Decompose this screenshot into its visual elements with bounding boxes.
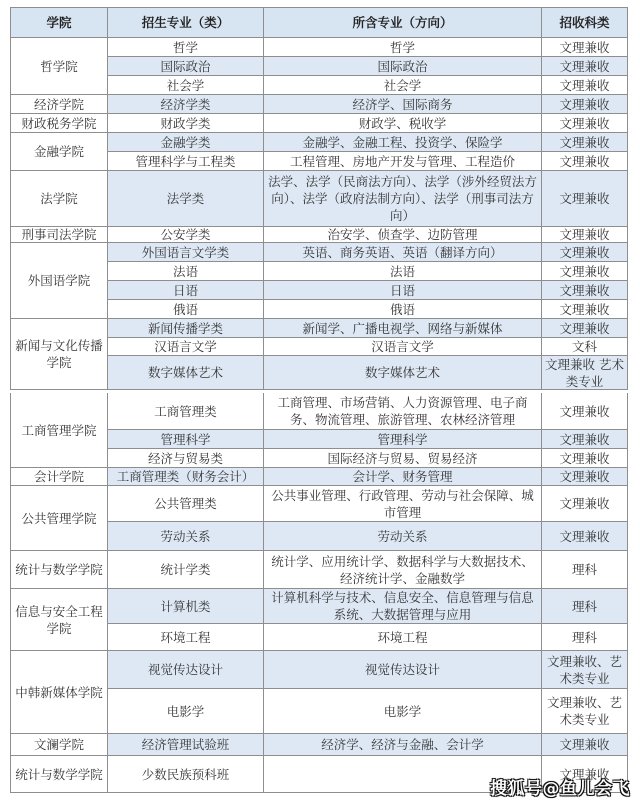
major-cell: 经济学类	[108, 95, 264, 114]
major-cell: 法语	[108, 262, 264, 281]
major-cell: 统计学类	[108, 551, 264, 589]
header-major: 招生专业（类）	[108, 7, 264, 38]
major-cell: 公安学类	[108, 227, 264, 243]
category-cell: 文理兼收	[542, 430, 628, 449]
included-majors-cell: 公共事业管理、行政管理、劳动与社会保障、城市管理	[264, 486, 542, 522]
category-cell: 文理兼收	[542, 243, 628, 262]
major-cell: 电影学	[108, 689, 264, 734]
header-included-majors: 所含专业（方向）	[264, 7, 542, 38]
included-majors-cell: 俄语	[264, 300, 542, 319]
included-majors-cell: 日语	[264, 281, 542, 300]
college-cell: 会计学院	[10, 468, 108, 486]
major-cell: 管理科学	[108, 430, 264, 449]
category-cell: 文理兼收	[542, 486, 628, 522]
major-cell: 外国语言文学类	[108, 243, 264, 262]
included-majors-cell: 法学、法学（民商法方向）、法学（涉外经贸法方向）、法学（政府法制方向）、法学（刑事司法方向）	[264, 171, 542, 227]
category-cell: 文理兼收	[542, 76, 628, 95]
major-cell: 工商管理类（财务会计）	[108, 468, 264, 486]
category-cell: 文理兼收	[542, 38, 628, 57]
included-majors-cell: 社会学	[264, 76, 542, 95]
category-cell: 文理兼收	[542, 449, 628, 468]
major-cell: 计算机类	[108, 589, 264, 624]
major-cell: 金融学类	[108, 133, 264, 152]
category-cell: 文理兼收	[542, 756, 628, 793]
college-cell: 中韩新媒体学院	[10, 651, 108, 734]
major-cell: 俄语	[108, 300, 264, 319]
major-cell: 社会学	[108, 76, 264, 95]
category-cell: 文理兼收	[542, 57, 628, 76]
included-majors-cell: 汉语言文学	[264, 338, 542, 356]
category-cell: 文理兼收	[542, 281, 628, 300]
major-cell: 少数民族预科班	[108, 756, 264, 793]
included-majors-cell: 国际政治	[264, 57, 542, 76]
major-cell: 公共管理类	[108, 486, 264, 522]
college-cell: 金融学院	[10, 133, 108, 171]
major-cell: 财政学类	[108, 114, 264, 133]
college-cell: 信息与安全工程学院	[10, 589, 108, 651]
category-cell: 理科	[542, 624, 628, 651]
category-cell: 理科	[542, 551, 628, 589]
college-cell: 统计与数学学院	[10, 756, 108, 793]
header-category: 招收科类	[542, 7, 628, 38]
category-cell: 文理兼收	[542, 734, 628, 756]
included-majors-cell: 工程管理、房地产开发与管理、工程造价	[264, 152, 542, 171]
included-majors-cell: 国际经济与贸易、贸易经济	[264, 449, 542, 468]
major-cell: 经济与贸易类	[108, 449, 264, 468]
category-cell: 文科	[542, 338, 628, 356]
included-majors-cell: 经济学、经济与金融、会计学	[264, 734, 542, 756]
college-cell: 哲学院	[10, 38, 108, 95]
category-cell: 文理兼收、艺术类专业	[542, 651, 628, 689]
major-cell: 法学类	[108, 171, 264, 227]
major-cell: 国际政治	[108, 57, 264, 76]
college-cell: 统计与数学学院	[10, 551, 108, 589]
included-majors-cell: 管理科学	[264, 430, 542, 449]
watermark: 搜狐号@鱼儿会飞	[490, 779, 630, 799]
category-cell: 文理兼收	[542, 522, 628, 551]
header-college: 学院	[10, 7, 108, 38]
category-cell: 文理兼收	[542, 171, 628, 227]
included-majors-cell: 数字媒体艺术	[264, 356, 542, 390]
included-majors-cell: 新闻学、广播电视学、网络与新媒体	[264, 319, 542, 338]
included-majors-cell: 治安学、侦查学、边防管理	[264, 227, 542, 243]
included-majors-cell: 会计学、财务管理	[264, 468, 542, 486]
major-cell: 经济管理试验班	[108, 734, 264, 756]
college-cell: 文澜学院	[10, 734, 108, 756]
included-majors-cell: 视觉传达设计	[264, 651, 542, 689]
included-majors-cell: 工商管理、市场营销、人力资源管理、电子商务、物流管理、旅游管理、农林经济管理	[264, 393, 542, 430]
included-majors-cell: 金融学、金融工程、投资学、保险学	[264, 133, 542, 152]
major-cell: 日语	[108, 281, 264, 300]
college-cell: 刑事司法学院	[10, 227, 108, 243]
category-cell: 文理兼收	[542, 393, 628, 430]
included-majors-cell: 环境工程	[264, 624, 542, 651]
included-majors-cell: 统计学、应用统计学、数据科学与大数据技术、经济统计学、金融数学	[264, 551, 542, 589]
included-majors-cell: 劳动关系	[264, 522, 542, 551]
included-majors-cell: 财政学、税收学	[264, 114, 542, 133]
college-cell: 经济学院	[10, 95, 108, 114]
category-cell: 理科	[542, 589, 628, 624]
major-cell: 新闻传播学类	[108, 319, 264, 338]
category-cell: 文理兼收	[542, 152, 628, 171]
major-cell: 工商管理类	[108, 393, 264, 430]
major-cell: 汉语言文学	[108, 338, 264, 356]
category-cell: 文理兼收	[542, 262, 628, 281]
included-majors-cell: 法语	[264, 262, 542, 281]
category-cell: 文理兼收、艺术类专业	[542, 689, 628, 734]
included-majors-cell: 英语、商务英语、英语（翻译方向）	[264, 243, 542, 262]
college-cell: 外国语学院	[10, 243, 108, 319]
category-cell: 文理兼收	[542, 227, 628, 243]
category-cell: 文理兼收	[542, 319, 628, 338]
category-cell: 文理兼收	[542, 468, 628, 486]
category-cell: 文理兼收	[542, 133, 628, 152]
college-cell: 工商管理学院	[10, 393, 108, 468]
included-majors-cell: 经济学、国际商务	[264, 95, 542, 114]
category-cell: 文理兼收	[542, 300, 628, 319]
major-cell: 数字媒体艺术	[108, 356, 264, 390]
college-cell: 新闻与文化传播学院	[10, 319, 108, 390]
category-cell: 文理兼收 艺术类专业	[542, 356, 628, 390]
major-cell: 环境工程	[108, 624, 264, 651]
college-cell: 财政税务学院	[10, 114, 108, 133]
college-cell: 公共管理学院	[10, 486, 108, 551]
included-majors-cell: 电影学	[264, 689, 542, 734]
category-cell: 文理兼收	[542, 114, 628, 133]
major-cell: 管理科学与工程类	[108, 152, 264, 171]
category-cell: 文理兼收	[542, 95, 628, 114]
included-majors-cell: 计算机科学与技术、信息安全、信息管理与信息系统、大数据管理与应用	[264, 589, 542, 624]
major-cell: 视觉传达设计	[108, 651, 264, 689]
college-cell: 法学院	[10, 171, 108, 227]
included-majors-cell: 哲学	[264, 38, 542, 57]
major-cell: 劳动关系	[108, 522, 264, 551]
major-cell: 哲学	[108, 38, 264, 57]
